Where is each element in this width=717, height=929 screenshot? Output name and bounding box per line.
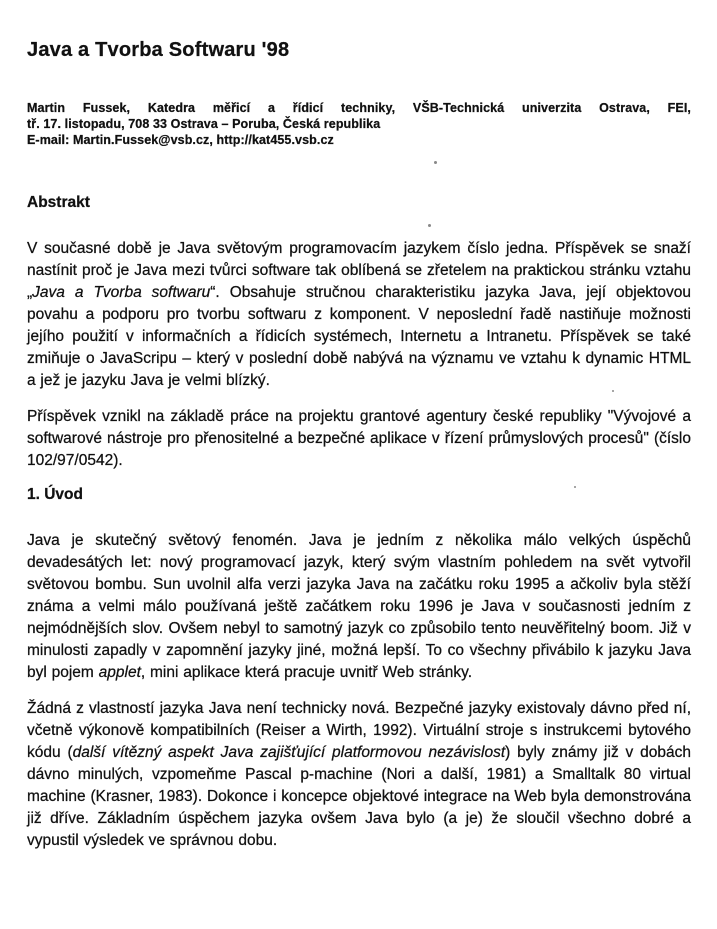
abstract-paragraph-1: V současné době je Java světovým programovacím jazykem číslo jedna. Příspěvek se snaží nastínit proč je Java mezi tvůrci software tak oblíbená se zřetelem na praktickou stránku vztahu „Java a Tvorba softwaru“. Obsahuje stručnou charakteristiku jazyka Java, její objektovou povahu a podporu pro tvorbu softwaru z komponent. V neposlední řadě nastiňuje možnosti jejího použití v informačních a řídicích systémech, Internetu a Intranetu. Příspěvek se také zmiňuje o JavaScripu – který v poslední době nabývá na významu ve vztahu k dynamic HTML a jež je jazyku Java je velmi blízký. [27, 240, 691, 389]
scan-speck [428, 224, 431, 227]
paper-title: Java a Tvorba Softwaru '98 [27, 39, 290, 61]
uvod-paragraph-1: Java je skutečný světový fenomén. Java je jedním z několika málo velkých úspěchů devadesátých let: nový programovací jazyk, který svým vlastním pohledem na svět vytvořil světovou bombu. Sun uvolnil alfa verzi jazyka Java na začátku roku 1995 a ačkoliv byla stěží známa a velmi málo používaná ještě začátkem roku 1996 je Java v současnosti jedním z nejmódnějších slov. Ovšem nebyl to samotný jazyk co způsobilo tento neuvěřitelný boom. Již v minulosti zapadly v zapomnění jazyky jiné, možná lepší. To co všechny přivábilo k jazyku Java byl pojem applet, mini aplikace která pracuje uvnitř Web stránky. [27, 532, 691, 681]
author-email-line: E-mail: Martin.Fussek@vsb.cz, http://kat455.vsb.cz [27, 133, 334, 147]
author-block [27, 100, 691, 148]
scan-speck [434, 161, 437, 164]
scan-speck [612, 390, 614, 392]
scan-speck [574, 486, 576, 488]
uvod-paragraph-2: Žádná z vlastností jazyka Java není technicky nová. Bezpečné jazyky existovaly dávno před ní, včetně výkonově kompatibilních (Reiser a Wirth, 1992). Virtuální stroje s instrukcemi bytového kódu (další vítězný aspekt Java zajišťující platformovou nezávislost) byly známy již v dobách dávno minulých, vzpomeňme Pascal p-machine (Nori a další, 1981) a Smalltalk 80 virtual machine (Krasner, 1983). Dokonce i koncepce objektové integrace na Web byla demonstrována již dříve. Základním úspěchem jazyka ovšem Java bylo (a je) že sloučil všechno dobré a vypustil výsledek ve správnou dobu. [27, 700, 691, 849]
section-heading-abstract: Abstrakt [27, 194, 90, 211]
author-affiliation-line: Martin Fussek, Katedra měřicí a řídicí techniky, VŠB-Technická univerzita Ostrava, FEI, [27, 101, 691, 115]
abstract-paragraph-2: Příspěvek vznikl na základě práce na projektu grantové agentury české republiky "Vývojové a softwarové nástroje pro přenositelné a bezpečné aplikace v řízení průmyslových procesů" (číslo 102/97/0542). [27, 408, 691, 469]
section-heading-uvod: 1. Úvod [27, 486, 83, 503]
author-address-line: tř. 17. listopadu, 708 33 Ostrava – Poruba, Česká republika [27, 117, 381, 131]
